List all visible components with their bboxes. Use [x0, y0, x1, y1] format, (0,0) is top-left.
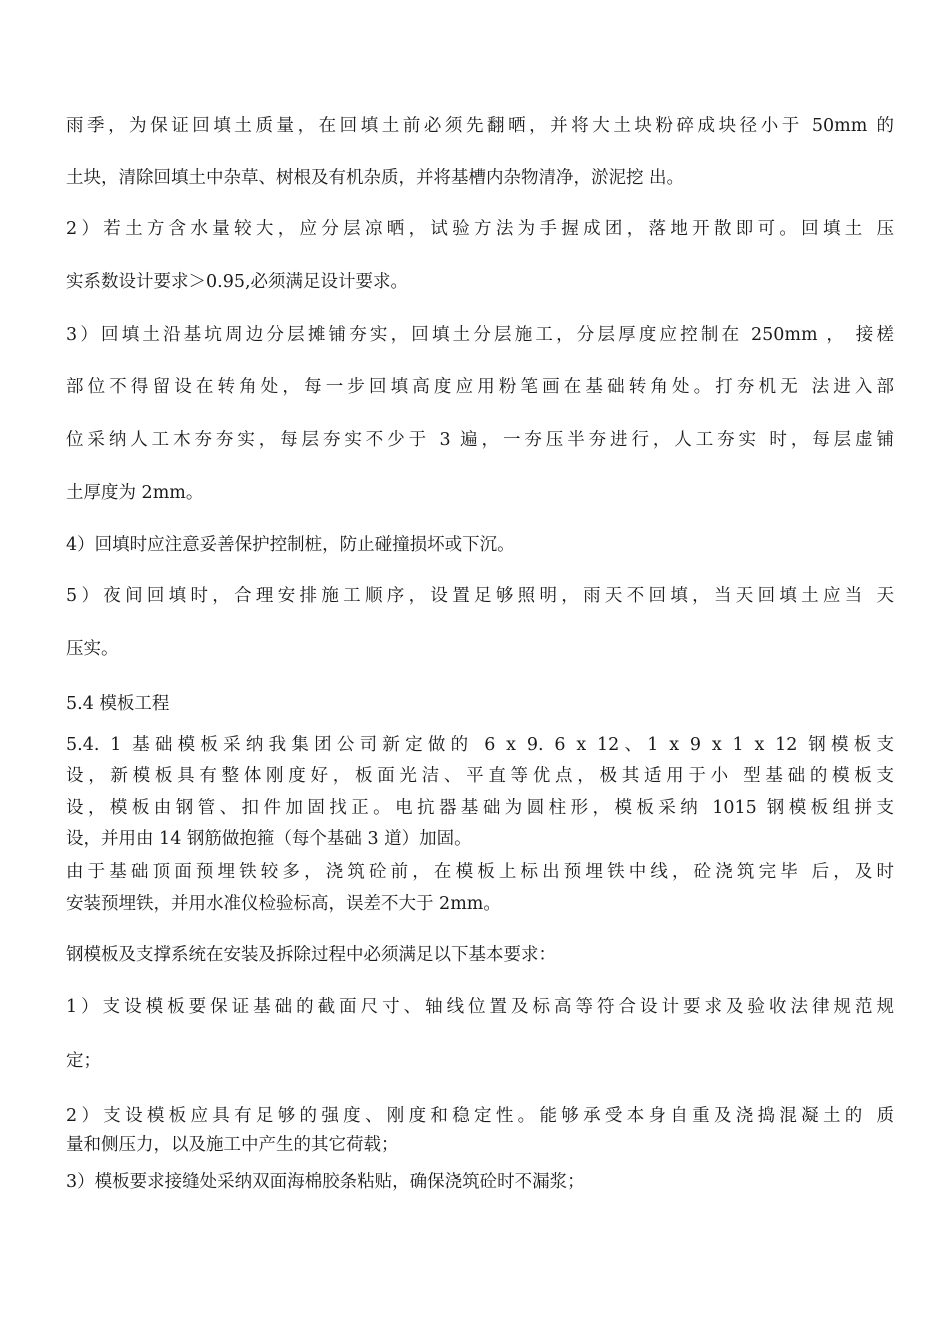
paragraph-line: 量和侧压力，以及施工中产生的其它荷载； — [66, 1135, 399, 1155]
paragraph-line: 土块，清除回填土中杂草、树根及有机杂质，并将基槽内杂物清净，淤泥挖 出。 — [66, 168, 685, 188]
paragraph-line: 设，模板由钢管、扣件加固找正。电抗器基础为圆柱形，模板采纳 1015 钢模板组拼支 — [66, 798, 894, 818]
section-heading: 5.4 模板工程 — [66, 694, 170, 714]
paragraph-line: 部位不得留设在转角处，每一步回填高度应用粉笔画在基础转角处。打夯机无 法进入部 — [66, 377, 894, 397]
paragraph-line: 雨季，为保证回填土质量，在回填土前必须先翻晒，并将大土块粉碎成块径小于 50mm 的 — [66, 116, 894, 136]
paragraph-line: 钢模板及支撑系统在安装及拆除过程中必须满足以下基本要求： — [66, 945, 556, 965]
paragraph-line: 安装预埋铁，并用水准仪检验标高，误差不大于 2mm。 — [66, 894, 501, 914]
paragraph-line: 由于基础顶面预埋铁较多，浇筑砼前，在模板上标出预埋铁中线，砼浇筑完毕 后，及时 — [66, 862, 894, 882]
paragraph-line: 压实。 — [66, 639, 119, 659]
paragraph-line: 3）模板要求接缝处采纳双面海棉胶条粘贴，确保浇筑砼时不漏浆； — [66, 1172, 585, 1192]
paragraph-line: 2）若土方含水量较大，应分层凉晒，试验方法为手握成团，落地开散即可。回填土 压 — [66, 219, 894, 239]
paragraph-line: 3）回填土沿基坑周边分层摊铺夯实，回填土分层施工，分层厚度应控制在 250mm ， 接槎 — [66, 325, 894, 345]
paragraph-line: 位采纳人工木夯夯实，每层夯实不少于 3 遍，一夯压半夯进行，人工夯实 时，每层虚铺 — [66, 430, 894, 450]
paragraph-line: 土厚度为 2mm。 — [66, 483, 204, 503]
paragraph-line: 定； — [66, 1051, 101, 1071]
paragraph-line: 1）支设模板要保证基础的截面尺寸、轴线位置及标高等符合设计要求及验收法律规范规 — [66, 997, 894, 1017]
paragraph-line: 实系数设计要求＞0.95,必须满足设计要求。 — [66, 272, 409, 292]
paragraph-line: 5）夜间回填时，合理安排施工顺序，设置足够照明，雨天不回填，当天回填土应当 天 — [66, 586, 894, 606]
paragraph-line: 设，新模板具有整体刚度好，板面光洁、平直等优点，极其适用于小 型基础的模板支 — [66, 766, 894, 786]
paragraph-line: 设，并用由 14 钢筋做抱箍（每个基础 3 道）加固。 — [66, 829, 472, 849]
paragraph-line: 4）回填时应注意妥善保护控制桩，防止碰撞损坏或下沉。 — [66, 535, 515, 555]
paragraph-line: 5.4. 1 基础模板采纳我集团公司新定做的 6 x 9. 6 x 12、1 x 9 x 1 x 12 钢模板支 — [66, 735, 894, 755]
paragraph-line: 2）支设模板应具有足够的强度、刚度和稳定性。能够承受本身自重及浇捣混凝土的 质 — [66, 1106, 894, 1126]
